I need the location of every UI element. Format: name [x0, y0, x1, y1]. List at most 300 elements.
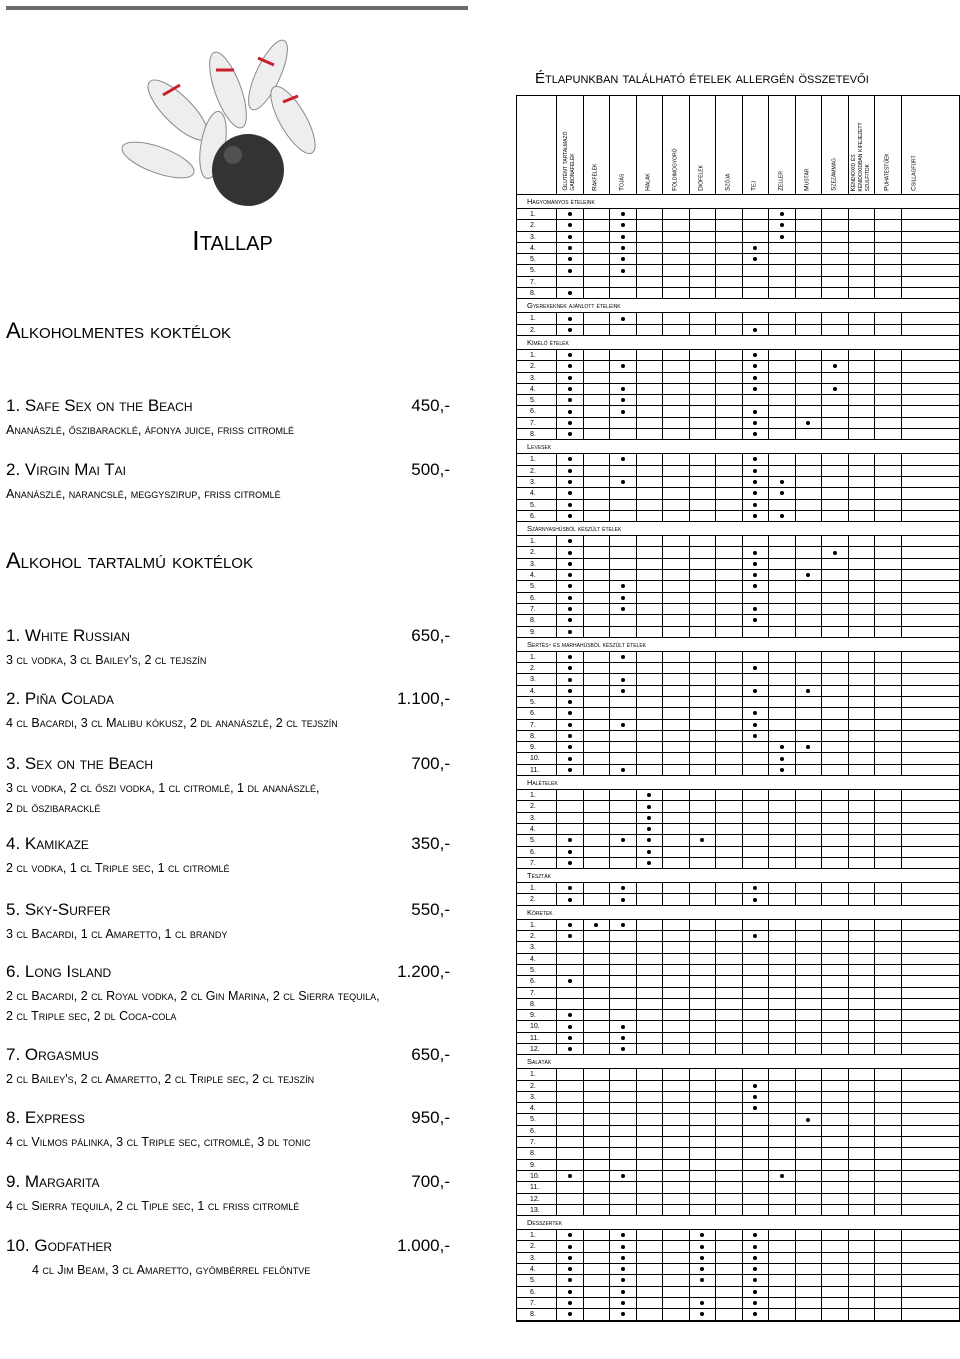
allergen-cell [875, 232, 902, 242]
allergen-cell [849, 920, 876, 930]
allergen-cell [610, 742, 637, 752]
table-row [517, 627, 959, 638]
allergen-dot [557, 753, 584, 763]
allergen-dot [610, 652, 637, 662]
allergen-cell [716, 288, 743, 298]
allergen-dot [610, 406, 637, 416]
allergen-cell [716, 813, 743, 823]
allergen-cell [902, 384, 929, 394]
allergen-cell [796, 1160, 823, 1170]
allergen-cell [849, 313, 876, 323]
allergen-cell [584, 1137, 611, 1147]
allergen-cell [769, 604, 796, 614]
allergen-cell [637, 1148, 664, 1158]
allergen-cell [637, 1182, 664, 1192]
allergen-dot [743, 883, 770, 893]
allergen-cell [716, 418, 743, 428]
allergen-dot [610, 1253, 637, 1263]
row-number: 4. [517, 1103, 557, 1113]
allergen-cell [663, 1253, 690, 1263]
allergen-cell [875, 753, 902, 763]
allergen-cell [822, 1194, 849, 1204]
allergen-cell [690, 883, 717, 893]
allergen-cell [875, 931, 902, 941]
row-number: 12. [517, 1044, 557, 1054]
allergen-cell [716, 277, 743, 287]
allergen-cell [663, 813, 690, 823]
allergen-cell [637, 559, 664, 569]
allergen-cell [716, 674, 743, 684]
allergen-cell [796, 765, 823, 775]
allergen-cell [663, 488, 690, 498]
allergen-cell [743, 942, 770, 952]
allergen-cell [716, 1160, 743, 1170]
allergen-cell [902, 742, 929, 752]
allergen-cell [822, 1092, 849, 1102]
allergen-cell [902, 708, 929, 718]
allergen-cell [902, 243, 929, 253]
table-row [517, 652, 959, 663]
allergen-cell [716, 790, 743, 800]
bowling-pins-illustration [118, 30, 368, 220]
allergen-cell [637, 920, 664, 930]
allergen-cell [584, 1114, 611, 1124]
allergen-cell [849, 1205, 876, 1215]
allergen-cell [849, 429, 876, 439]
table-row [517, 243, 959, 254]
allergen-cell [902, 720, 929, 730]
allergen-cell [902, 288, 929, 298]
allergen-cell [690, 350, 717, 360]
allergen-cell [743, 801, 770, 811]
allergen-cell [716, 1126, 743, 1136]
allergen-cell [610, 942, 637, 952]
row-number: 9. [517, 1160, 557, 1170]
allergen-cell [902, 1114, 929, 1124]
allergen-cell [584, 1171, 611, 1181]
allergen-cell [849, 1230, 876, 1240]
allergen-cell [796, 1230, 823, 1240]
allergen-cell [849, 265, 876, 275]
drink-ingredients: Ananászlé, narancslé, meggyszirup, friss citromlé [6, 487, 281, 501]
row-number: 1. [517, 350, 557, 360]
allergen-cell [663, 627, 690, 637]
allergen-dot [610, 1044, 637, 1054]
allergen-cell [769, 824, 796, 834]
allergen-cell [822, 790, 849, 800]
allergen-cell [902, 1298, 929, 1308]
allergen-cell [610, 753, 637, 763]
allergen-cell [875, 1148, 902, 1158]
allergen-cell [849, 627, 876, 637]
table-row [517, 753, 959, 764]
allergen-cell [849, 488, 876, 498]
allergen-cell [796, 1287, 823, 1297]
allergen-cell [663, 1010, 690, 1020]
allergen-cell [716, 720, 743, 730]
allergen-cell [822, 920, 849, 930]
allergen-cell [584, 1069, 611, 1079]
allergen-cell [610, 627, 637, 637]
row-number: 2. [517, 931, 557, 941]
allergen-cell [637, 663, 664, 673]
row-number: 3. [517, 942, 557, 952]
allergen-cell [716, 652, 743, 662]
allergen-cell [743, 1069, 770, 1079]
allergen-cell [716, 1230, 743, 1240]
drink-price: 550,- [411, 900, 450, 919]
allergen-cell [690, 858, 717, 868]
allergen-cell [716, 765, 743, 775]
allergen-cell [849, 1194, 876, 1204]
allergen-dot [743, 1103, 770, 1113]
allergen-cell [690, 976, 717, 986]
allergen-cell [796, 265, 823, 275]
allergen-cell [822, 942, 849, 952]
row-number: 8. [517, 731, 557, 741]
allergen-column-header [716, 96, 743, 194]
allergen-dot [637, 847, 664, 857]
allergen-cell [584, 581, 611, 591]
allergen-cell [690, 209, 717, 219]
allergen-cell [690, 395, 717, 405]
table-row [517, 1275, 959, 1286]
allergen-dot [610, 604, 637, 614]
allergen-cell [902, 361, 929, 371]
allergen-cell [849, 824, 876, 834]
table-row [517, 313, 959, 324]
allergen-cell [690, 570, 717, 580]
allergen-cell [584, 418, 611, 428]
allergen-cell [769, 813, 796, 823]
allergen-cell [557, 988, 584, 998]
allergen-cell [584, 1160, 611, 1170]
allergen-cell [796, 277, 823, 287]
allergen-cell [849, 663, 876, 673]
drink-name: 5. Sky-Surfer [6, 900, 111, 919]
allergen-cell [716, 931, 743, 941]
allergen-cell [769, 361, 796, 371]
allergen-cell [663, 697, 690, 707]
allergen-cell [769, 581, 796, 591]
drink-name: 2. Piña Colada [6, 689, 114, 708]
allergen-cell [663, 1275, 690, 1285]
allergen-cell [822, 894, 849, 904]
allergen-cell [637, 708, 664, 718]
allergen-cell [743, 847, 770, 857]
allergen-cell [875, 652, 902, 662]
allergen-dot [743, 547, 770, 557]
allergen-cell [822, 1230, 849, 1240]
row-number: 7. [517, 418, 557, 428]
allergen-dot [610, 720, 637, 730]
table-row [517, 1148, 959, 1159]
table-row [517, 1137, 959, 1148]
allergen-cell [637, 1137, 664, 1147]
allergen-cell [716, 265, 743, 275]
allergen-cell [769, 1033, 796, 1043]
table-row [517, 277, 959, 288]
allergen-cell [849, 686, 876, 696]
allergen-cell [822, 824, 849, 834]
allergen-cell [769, 559, 796, 569]
allergen-cell [663, 361, 690, 371]
allergen-cell [822, 1309, 849, 1319]
allergen-cell [690, 536, 717, 546]
table-row [517, 488, 959, 499]
allergen-cell [690, 313, 717, 323]
allergen-cell [637, 1275, 664, 1285]
allergen-cell [822, 581, 849, 591]
allergen-cell [557, 1092, 584, 1102]
row-number: 4. [517, 1264, 557, 1274]
allergen-name: Halak [644, 173, 652, 191]
allergen-name: Zeller [777, 171, 785, 191]
allergen-cell [716, 1103, 743, 1113]
allergen-name: Szója [724, 173, 732, 191]
allergen-cell [637, 1171, 664, 1181]
allergen-dot [557, 500, 584, 510]
allergen-cell [769, 1298, 796, 1308]
allergen-cell [822, 604, 849, 614]
allergen-cell [663, 232, 690, 242]
table-row [517, 1103, 959, 1114]
allergen-cell [690, 894, 717, 904]
allergen-cell [584, 858, 611, 868]
drink-name: 4. Kamikaze [6, 834, 89, 853]
allergen-dot [610, 581, 637, 591]
allergen-cell [557, 1160, 584, 1170]
allergen-dot [610, 593, 637, 603]
allergen-cell [637, 1194, 664, 1204]
allergen-cell [690, 373, 717, 383]
allergen-dot [743, 500, 770, 510]
allergen-cell [875, 220, 902, 230]
allergen-cell [716, 1309, 743, 1319]
allergen-cell [875, 954, 902, 964]
allergen-dot [610, 220, 637, 230]
row-number: 5. [517, 265, 557, 275]
table-row [517, 1298, 959, 1309]
table-row [517, 1114, 959, 1125]
allergen-cell [716, 1021, 743, 1031]
allergen-column-header [610, 96, 637, 194]
allergen-dot [743, 894, 770, 904]
row-number: 6. [517, 1126, 557, 1136]
allergen-cell [663, 373, 690, 383]
allergen-cell [690, 1287, 717, 1297]
top-rule [6, 6, 468, 10]
allergen-cell [663, 720, 690, 730]
table-row [517, 511, 959, 522]
allergen-cell [716, 697, 743, 707]
table-row [517, 1205, 959, 1216]
allergen-cell [690, 466, 717, 476]
allergen-cell [822, 288, 849, 298]
allergen-cell [584, 708, 611, 718]
allergen-dot [557, 1275, 584, 1285]
allergen-cell [716, 559, 743, 569]
allergen-cell [849, 652, 876, 662]
allergen-cell [796, 384, 823, 394]
allergen-cell [637, 325, 664, 335]
allergen-cell [716, 988, 743, 998]
allergen-cell [875, 1069, 902, 1079]
allergen-cell [716, 395, 743, 405]
allergen-cell [902, 663, 929, 673]
allergen-dot [557, 466, 584, 476]
allergen-cell [822, 1264, 849, 1274]
allergen-cell [796, 1069, 823, 1079]
allergen-cell [610, 731, 637, 741]
allergen-cell [663, 835, 690, 845]
allergen-cell [796, 674, 823, 684]
allergen-cell [875, 361, 902, 371]
allergen-cell [637, 765, 664, 775]
food-category: Saláták [517, 1055, 959, 1069]
allergen-cell [663, 1264, 690, 1274]
allergen-cell [716, 731, 743, 741]
allergen-cell [769, 615, 796, 625]
allergen-dot [743, 931, 770, 941]
drink-item [6, 962, 450, 1026]
drink-item [6, 754, 450, 818]
allergen-cell [822, 1103, 849, 1113]
row-number: 1. [517, 652, 557, 662]
allergen-cell [743, 265, 770, 275]
allergen-cell [796, 220, 823, 230]
row-number: 4. [517, 243, 557, 253]
allergen-cell [822, 429, 849, 439]
row-number: 10. [517, 1021, 557, 1031]
allergen-cell [716, 500, 743, 510]
allergen-cell [822, 1253, 849, 1263]
allergen-cell [902, 220, 929, 230]
allergen-cell [716, 835, 743, 845]
row-number: 9. [517, 627, 557, 637]
table-row [517, 1253, 959, 1264]
allergen-cell [822, 536, 849, 546]
drink-price: 1.000,- [397, 1236, 450, 1255]
allergen-cell [557, 1114, 584, 1124]
allergen-cell [610, 1160, 637, 1170]
allergen-cell [690, 720, 717, 730]
allergen-cell [716, 1298, 743, 1308]
row-number: 6. [517, 593, 557, 603]
allergen-cell [584, 536, 611, 546]
allergen-cell [796, 894, 823, 904]
allergen-cell [716, 373, 743, 383]
allergen-cell [690, 663, 717, 673]
allergen-cell [584, 1092, 611, 1102]
row-number: 3. [517, 232, 557, 242]
table-row [517, 384, 959, 395]
table-row [517, 1241, 959, 1252]
allergen-cell [849, 1160, 876, 1170]
allergen-dot [557, 1044, 584, 1054]
allergen-cell [875, 1010, 902, 1020]
drink-item [6, 1108, 450, 1152]
drink-name: 8. Express [6, 1108, 85, 1127]
allergen-cell [769, 708, 796, 718]
allergen-cell [557, 790, 584, 800]
table-row [517, 559, 959, 570]
allergen-cell [637, 954, 664, 964]
allergen-dot [690, 1253, 717, 1263]
allergen-cell [796, 325, 823, 335]
allergen-cell [584, 1253, 611, 1263]
allergen-cell [822, 674, 849, 684]
drink-item [6, 460, 450, 504]
allergen-cell [716, 477, 743, 487]
allergen-cell [902, 500, 929, 510]
allergen-dot [690, 1230, 717, 1240]
allergen-cell [769, 1160, 796, 1170]
drink-item [6, 626, 450, 670]
allergen-dot [557, 1298, 584, 1308]
allergen-cell [663, 511, 690, 521]
table-row [517, 361, 959, 372]
allergen-cell [875, 697, 902, 707]
allergen-cell [796, 547, 823, 557]
allergen-cell [637, 942, 664, 952]
allergen-dot [743, 720, 770, 730]
allergen-cell [902, 697, 929, 707]
allergen-dot [769, 477, 796, 487]
allergen-cell [796, 604, 823, 614]
allergen-cell [902, 604, 929, 614]
allergen-cell [584, 627, 611, 637]
allergen-cell [690, 1182, 717, 1192]
allergen-cell [822, 1171, 849, 1181]
allergen-cell [796, 466, 823, 476]
allergen-dot [743, 454, 770, 464]
table-row [517, 570, 959, 581]
allergen-cell [637, 1044, 664, 1054]
allergen-cell [902, 954, 929, 964]
allergen-cell [610, 325, 637, 335]
allergen-cell [796, 663, 823, 673]
allergen-cell [690, 232, 717, 242]
allergen-cell [557, 1103, 584, 1113]
allergen-cell [690, 1103, 717, 1113]
table-row [517, 1081, 959, 1092]
allergen-cell [875, 965, 902, 975]
table-row [517, 920, 959, 931]
allergen-cell [849, 1010, 876, 1020]
allergen-cell [557, 942, 584, 952]
allergen-cell [743, 790, 770, 800]
allergen-cell [584, 999, 611, 1009]
drink-price: 350,- [411, 834, 450, 853]
allergen-cell [822, 858, 849, 868]
allergen-cell [637, 1309, 664, 1319]
allergen-cell [849, 999, 876, 1009]
allergen-cell [716, 663, 743, 673]
allergen-cell [902, 652, 929, 662]
allergen-cell [584, 1205, 611, 1215]
row-number: 7. [517, 1137, 557, 1147]
row-number: 4. [517, 570, 557, 580]
allergen-cell [716, 325, 743, 335]
row-number: 5. [517, 395, 557, 405]
allergen-cell [902, 277, 929, 287]
allergen-cell [663, 277, 690, 287]
allergen-cell [875, 615, 902, 625]
allergen-cell [875, 813, 902, 823]
allergen-cell [902, 1126, 929, 1136]
allergen-cell [716, 361, 743, 371]
